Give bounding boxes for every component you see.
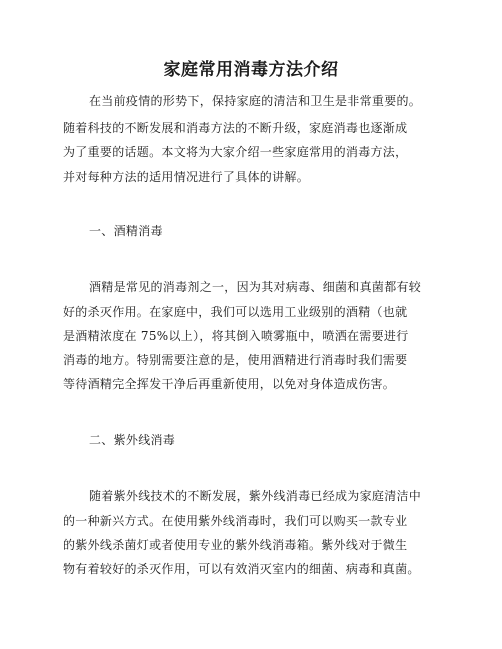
intro-line: 在当前疫情的形势下，保持家庭的清洁和卫生是非常重要的。 xyxy=(89,94,422,108)
section-heading-uv: 二、紫外线消毒 xyxy=(89,433,176,447)
section-uv-line: 的一种新兴方式。在使用紫外线消毒时，我们可以购买一款专业 xyxy=(63,514,408,528)
section-alcohol-line: 是酒精浓度在 75%以上），将其倒入喷雾瓶中，喷洒在需要进行 xyxy=(63,329,409,343)
section-uv-line: 物有着较好的杀灭作用，可以有效消灭室内的细菌、病毒和真菌。 xyxy=(63,562,420,576)
section-heading-alcohol: 一、酒精消毒 xyxy=(89,224,163,238)
section-uv-line: 随着紫外线技术的不断发展，紫外线消毒已经成为家庭清洁中 xyxy=(89,489,422,503)
section-alcohol-line: 酒精是常见的消毒剂之一，因为其对病毒、细菌和真菌都有较 xyxy=(89,280,422,294)
section-alcohol-line: 等待酒精完全挥发干净后再重新使用，以免对身体造成伤害。 xyxy=(63,377,396,391)
section-uv-line: 的紫外线杀菌灯或者使用专业的紫外线消毒箱。紫外线对于微生 xyxy=(63,538,408,552)
document-title: 家庭常用消毒方法介绍 xyxy=(163,60,339,80)
section-alcohol-line: 消毒的地方。特别需要注意的是，使用酒精进行消毒时我们需要 xyxy=(63,353,408,367)
intro-line: 随着科技的不断发展和消毒方法的不断升级，家庭消毒也逐渐成 xyxy=(63,121,408,135)
section-alcohol-line: 好的杀灭作用。在家庭中，我们可以选用工业级别的酒精（也就 xyxy=(63,305,408,319)
intro-line: 并对每种方法的适用情况进行了具体的讲解。 xyxy=(63,170,310,184)
intro-line: 为了重要的话题。本文将为大家介绍一些家庭常用的消毒方法， xyxy=(63,145,408,159)
